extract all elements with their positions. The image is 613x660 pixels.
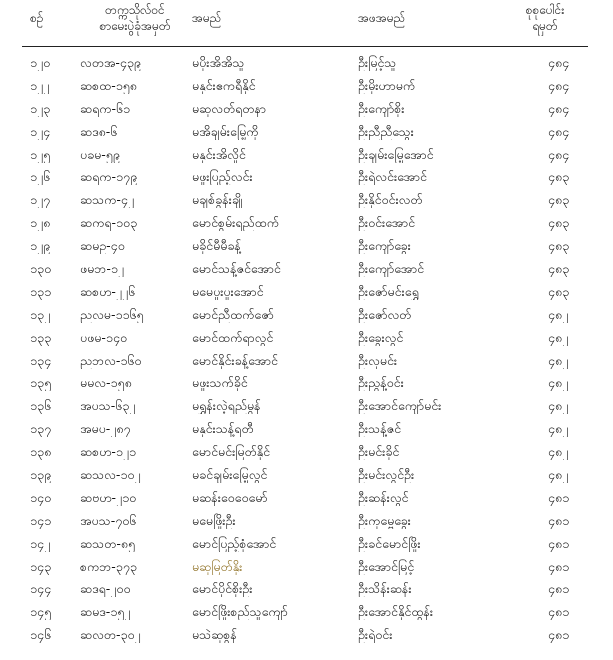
serial-no-cell: ၁၄၆ xyxy=(30,627,52,643)
exam-roll-no-cell: ဆစဟ-၁၂၁ xyxy=(80,444,137,460)
total-marks-cell: ၄၈၂ xyxy=(548,329,569,345)
total-marks-cell: ၄၈၄ xyxy=(548,100,570,116)
table-row xyxy=(0,257,613,280)
table-row xyxy=(0,463,613,486)
total-marks-cell: ၄၈၃ xyxy=(548,283,570,299)
student-name-cell: မရွှန်းလဲ့ရည်မွန် xyxy=(192,398,261,414)
exam-roll-no-cell: ဆရက-၁၇၉ xyxy=(80,169,138,185)
serial-no-cell: ၁၂၉ xyxy=(30,238,51,254)
exam-roll-no-cell: ဆမဥ-၄၀ xyxy=(80,238,125,254)
exam-roll-no-cell: ဆသတ-၈၅ xyxy=(80,535,136,551)
exam-roll-no-cell: ဖမဘ-၁၂ xyxy=(80,261,125,277)
father-name-cell: ဦးကျော်ခွေး xyxy=(358,238,411,254)
exam-roll-no-cell: ဆသလ-၁၀၂ xyxy=(80,467,141,483)
table-row xyxy=(0,371,613,394)
father-name-cell: ဦးအောင်ကျော်မင်း xyxy=(358,398,442,414)
father-name-cell: ဦးခင်မောင်ဖြိုး xyxy=(358,535,421,551)
table-row xyxy=(0,211,613,234)
exam-roll-no-cell: လတအ-၄၃၉ xyxy=(80,55,141,70)
father-name-cell: ဦးအောင်မြင့် xyxy=(358,558,415,574)
exam-roll-no-cell: ညလမ-၁၁၆၅ xyxy=(80,306,144,322)
exam-roll-no-cell: ဆစဟ-၂၂၆ xyxy=(80,283,136,299)
total-marks-cell: ၄၈၂ xyxy=(548,375,569,391)
table-row xyxy=(0,555,613,578)
father-name-cell: ဦးဝင်းအောင် xyxy=(358,215,416,231)
exam-roll-no-cell: အပသ-၆၃၂ xyxy=(80,398,136,414)
student-name-cell: မပိုးအိအိသူ xyxy=(192,55,245,70)
student-name-cell: မဖူးပြည့်လင်း xyxy=(192,169,253,185)
serial-no-cell: ၁၂၄ xyxy=(30,123,51,139)
total-marks-cell: ၄၈၄ xyxy=(548,77,570,93)
total-marks-cell: ၄၈၁ xyxy=(548,627,570,643)
header-exam-roll-no-line2: စာမေးပွဲခုံအမှတ် xyxy=(99,19,171,33)
table-row xyxy=(0,577,613,600)
total-marks-cell: ၄၈၂ xyxy=(548,421,569,437)
student-name-cell: မောင်သန့်ဇင်အောင် xyxy=(192,261,281,277)
serial-no-cell: ၁၄၁ xyxy=(30,512,52,528)
exam-roll-no-cell: ပဖမ-၁၄၀ xyxy=(80,329,128,345)
header-exam-roll-no-line1: တက္ကသိုလ်ဝင် xyxy=(105,3,165,17)
student-name-cell: မနှင်းဧကရီနိုင် xyxy=(192,77,256,93)
student-name-cell: မခိုင်မီမီခန့် xyxy=(192,238,241,254)
total-marks-cell: ၄၈၁ xyxy=(548,558,570,574)
father-name-cell: ဦးညီညီသွေး xyxy=(358,123,414,139)
student-name-cell: မောင်ညီထက်ဇော် xyxy=(192,306,274,322)
serial-no-cell: ၁၃၀ xyxy=(30,261,52,277)
student-name-cell: မဖူးသက်ခိုင် xyxy=(192,375,248,391)
table-row xyxy=(0,97,613,120)
total-marks-cell: ၄၈၂ xyxy=(548,444,569,460)
serial-no-cell: ၁၂၀ xyxy=(30,55,51,70)
exam-roll-no-cell: မမလ-၁၅၈ xyxy=(80,375,132,391)
total-marks-cell: ၄၈၁ xyxy=(548,489,570,505)
student-name-cell: မသဲဆုစွန် xyxy=(192,627,237,643)
header-exam-roll-no xyxy=(80,2,190,34)
serial-no-cell: ၁၂၇ xyxy=(30,192,51,208)
exam-roll-no-cell: ဆကရ-၁၀၃ xyxy=(80,215,138,231)
total-marks-cell: ၄၈၃ xyxy=(548,215,570,231)
table-row xyxy=(0,165,613,188)
serial-no-cell: ၁၃၁ xyxy=(30,283,52,299)
serial-no-cell: ၁၂၆ xyxy=(30,169,51,185)
exam-roll-no-cell: အမပ-၂၈၇ xyxy=(80,421,131,437)
student-name-cell: မနှင်းအိလှိုင် xyxy=(192,146,246,162)
exam-roll-no-cell: ဆလတ-၃၀၂ xyxy=(80,627,141,643)
table-row xyxy=(0,120,613,143)
header-name: အမည် xyxy=(192,11,222,25)
header-total-marks-line1: စုစုပေါင်း xyxy=(525,3,565,17)
serial-no-cell: ၁၃၇ xyxy=(30,421,52,437)
serial-no-cell: ၁၄၂ xyxy=(30,535,51,551)
exam-roll-no-cell: ညဘလ-၁၆၀ xyxy=(80,352,142,368)
student-name-cell: မချစ်ခွန်းချို xyxy=(192,192,243,208)
table-row xyxy=(0,532,613,555)
total-marks-cell: ၄၈၁ xyxy=(548,604,570,620)
table-row xyxy=(0,417,613,440)
serial-no-cell: ၁၃၂ xyxy=(30,306,51,322)
father-name-cell: ဦးကျော်အောင် xyxy=(358,261,425,277)
student-name-cell: မမေဖြိုးဦး xyxy=(192,512,236,528)
father-name-cell: ဦးကျော်စိုး xyxy=(358,100,405,116)
serial-no-cell: ၁၃၅ xyxy=(30,375,52,391)
father-name-cell: ဦးမင်းလွင်ဦး xyxy=(358,467,415,483)
header-total-marks-line2: ရမှတ် xyxy=(532,19,558,33)
serial-no-cell: ၁၂၈ xyxy=(30,215,51,231)
exam-roll-no-cell: ဆစထ-၁၅၈ xyxy=(80,77,137,93)
table-row xyxy=(0,234,613,257)
header-total-marks xyxy=(505,2,585,34)
exam-roll-no-cell: ဆသက-၄၂ xyxy=(80,192,135,208)
father-name-cell: ဦးမြင့်သူ xyxy=(358,55,397,70)
student-name-cell: မောင်နိုင်းခန့်အောင် xyxy=(192,352,278,368)
exam-roll-no-cell: ဆဗဟ-၂၁၀ xyxy=(80,489,137,505)
serial-no-cell: ၁၂၂ xyxy=(30,77,50,93)
student-name-cell: မဆုလတ်ရတနာ xyxy=(192,100,267,116)
total-marks-cell: ၄၈၄ xyxy=(548,146,570,162)
table-row xyxy=(0,303,613,326)
father-name-cell: ဦးဇော်လတ် xyxy=(358,306,412,322)
table-row xyxy=(0,51,613,74)
total-marks-cell: ၄၈၁ xyxy=(548,581,570,597)
table-row xyxy=(0,280,613,303)
serial-no-cell: ၁၄၀ xyxy=(30,489,52,505)
table-row xyxy=(0,394,613,417)
total-marks-cell: ၄၈၃ xyxy=(548,261,570,277)
serial-no-cell: ၁၄၄ xyxy=(30,581,52,597)
header-serial-no: စဉ် xyxy=(30,11,44,25)
table-row xyxy=(0,188,613,211)
serial-no-cell: ၁၄၅ xyxy=(30,604,52,620)
table-row xyxy=(0,623,613,646)
father-name-cell: ဦးဇော်မင်းရွှေ xyxy=(358,283,419,299)
exam-roll-no-cell: ပခမ-၅၉ xyxy=(80,146,120,162)
exam-roll-no-cell: ဆရက-၆၁ xyxy=(80,100,131,116)
student-name-cell: မောင်ပြည့်စုံအောင် xyxy=(192,535,277,551)
total-marks-cell: ၄၈၂ xyxy=(548,398,569,414)
total-marks-cell: ၄၈၄ xyxy=(548,55,570,70)
serial-no-cell: ၁၃၄ xyxy=(30,352,52,368)
total-marks-cell: ၄၈၄ xyxy=(548,123,570,139)
father-name-cell: ဦးသိန်းဆန်း xyxy=(358,581,412,597)
father-name-cell: ဦးရဲလင်းအောင် xyxy=(358,169,427,185)
serial-no-cell: ၁၃၃ xyxy=(30,329,52,345)
student-name-cell: မဆုမြတ်နိုး xyxy=(192,558,243,574)
father-name-cell: ဦးသန့်ဇင် xyxy=(358,421,402,437)
table-row xyxy=(0,349,613,372)
total-marks-cell: ၄၈၂ xyxy=(548,467,569,483)
father-name-cell: ဦးနိုင်ဝင်းလတ် xyxy=(358,192,423,208)
table-row xyxy=(0,600,613,623)
student-name-cell: မောင်ဖြိုးစည်သူကျော် xyxy=(192,604,288,620)
father-name-cell: ဦးမင်းခိုင် xyxy=(358,444,400,460)
father-name-cell: ဦးချမ်းမြေ့အောင် xyxy=(358,146,434,162)
table-row xyxy=(0,74,613,97)
table-row xyxy=(0,509,613,532)
father-name-cell: ဦးညွန့်ဝင်း xyxy=(358,375,404,391)
student-name-cell: မောင်ပိုင်စိုးဦး xyxy=(192,581,253,597)
total-marks-cell: ၄၈၁ xyxy=(548,535,570,551)
student-name-cell: မအိချမ်းမြေ့ကို xyxy=(192,123,259,139)
student-name-cell: မဆန်းဝေဝေမော် xyxy=(192,489,268,505)
serial-no-cell: ၁၂၃ xyxy=(30,100,51,116)
student-name-cell: မောင်စွမ်းရည်ထက် xyxy=(192,215,279,231)
exam-roll-no-cell: ဆမဒ-၁၅၂ xyxy=(80,604,131,620)
table-body xyxy=(0,51,613,646)
total-marks-cell: ၄၈၂ xyxy=(548,352,569,368)
total-marks-cell: ၄၈၃ xyxy=(548,238,570,254)
serial-no-cell: ၁၃၈ xyxy=(30,444,52,460)
table-row xyxy=(0,143,613,166)
exam-roll-no-cell: အပသ-၇၀၆ xyxy=(80,512,137,528)
father-name-cell: ဦးဆန်းလွင် xyxy=(358,489,409,505)
total-marks-cell: ၄၈၁ xyxy=(548,512,570,528)
student-name-cell: မောင်ထက်ရာလွင် xyxy=(192,329,274,345)
student-name-cell: မနှင်းသန့်ရတီ xyxy=(192,421,254,437)
father-name-cell: ဦးခွေးလွင် xyxy=(358,329,404,345)
student-name-cell: မခင်ချမ်းမြေ့လွင် xyxy=(192,467,268,483)
total-marks-cell: ၄၈၃ xyxy=(548,192,570,208)
father-name-cell: ဦးမိုးဟာမက် xyxy=(358,77,416,93)
table-row xyxy=(0,440,613,463)
father-name-cell: ဦးလှမင်း xyxy=(358,352,398,368)
father-name-cell: ဦးရဲဝင်း xyxy=(358,627,393,643)
father-name-cell: ဦးကုမ္ဗေခွေး xyxy=(358,512,411,528)
serial-no-cell: ၁၄၃ xyxy=(30,558,52,574)
serial-no-cell: ၁၃၉ xyxy=(30,467,52,483)
table-row xyxy=(0,486,613,509)
serial-no-cell: ၁၂၅ xyxy=(30,146,51,162)
total-marks-cell: ၄၈၃ xyxy=(548,169,570,185)
table-row xyxy=(0,326,613,349)
header-father-name: အဖအမည် xyxy=(358,11,406,25)
exam-roll-no-cell: ဆဒ၈-၆ xyxy=(80,123,118,139)
student-name-cell: မမေပူးပူးအောင် xyxy=(192,283,264,299)
header-divider xyxy=(22,46,588,47)
table-header xyxy=(0,0,613,46)
total-marks-cell: ၄၈၂ xyxy=(548,306,569,322)
student-name-cell: မောင်မင်းမြတ်နိုင် xyxy=(192,444,271,460)
serial-no-cell: ၁၃၆ xyxy=(30,398,52,414)
exam-roll-no-cell: ဆဒရ-၂၀၀ xyxy=(80,581,131,597)
father-name-cell: ဦးအောင်နိုင်ထွန်း xyxy=(358,604,434,620)
exam-roll-no-cell: စကဘ-၃၇၃ xyxy=(80,558,137,574)
